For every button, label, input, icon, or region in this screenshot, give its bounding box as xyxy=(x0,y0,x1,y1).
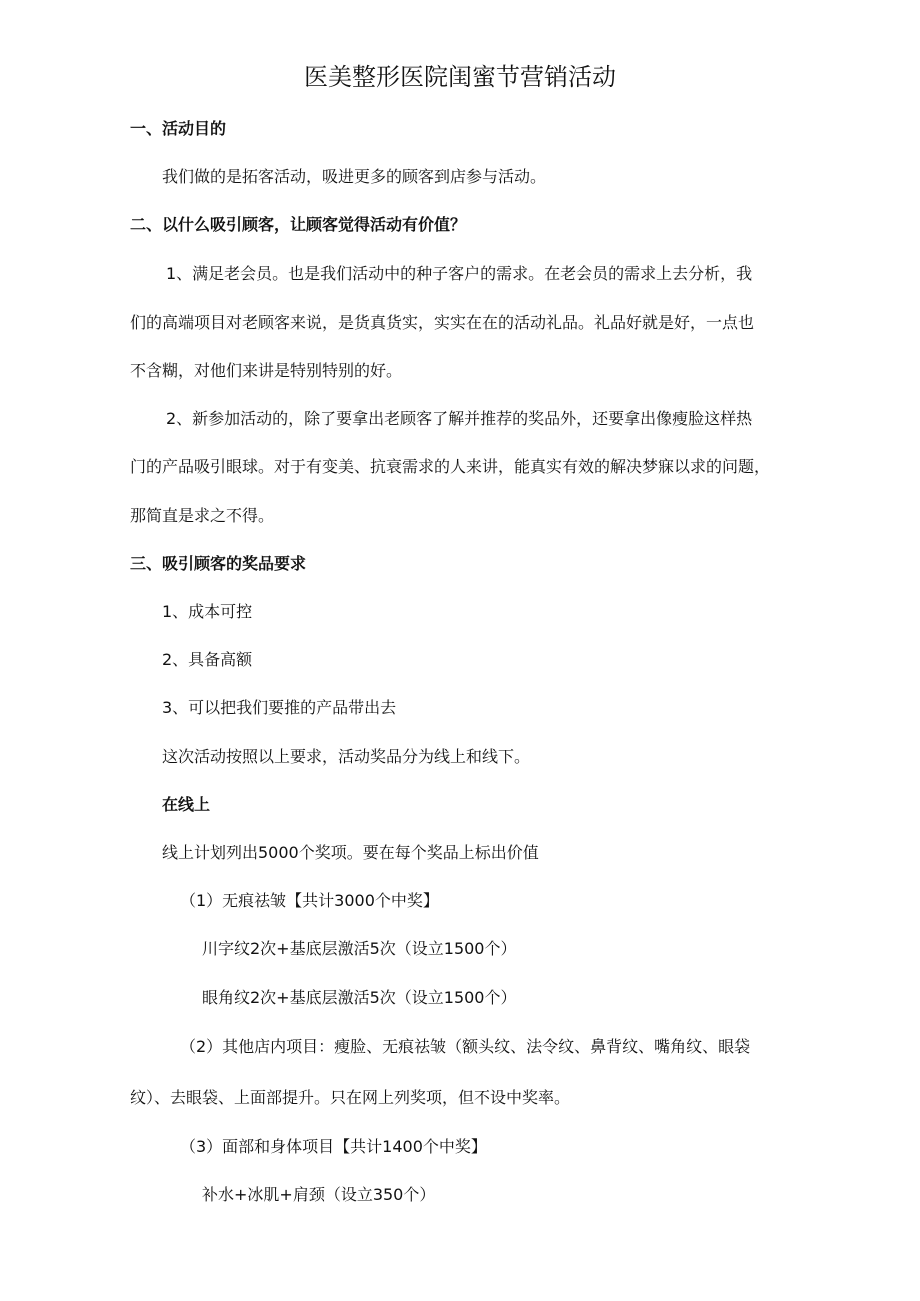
paragraph-summary: 这次活动按照以上要求，活动奖品分为线上和线下。 xyxy=(162,747,531,766)
prize-sub-item: 眼角纹2次+基底层激活5次（设立1500个） xyxy=(202,988,517,1007)
paragraph-line: 门的产品吸引眼球。对于有变美、抗衰需求的人来讲，能真实有效的解决梦寐以求的问题， xyxy=(130,457,771,476)
section-heading-attraction: 二、以什么吸引顾客，让顾客觉得活动有价值？ xyxy=(130,215,467,234)
requirement-item: 1、成本可控 xyxy=(162,602,253,621)
section-heading-purpose: 一、活动目的 xyxy=(130,119,227,138)
prize-sub-item: 补水+冰肌+肩颈（设立350个） xyxy=(202,1185,436,1204)
paragraph-line: 1、满足老会员。也是我们活动中的种子客户的需求。在老会员的需求上去分析，我 xyxy=(166,264,753,283)
sub-heading-online: 在线上 xyxy=(162,795,211,814)
paragraph-line: 那简直是求之不得。 xyxy=(130,506,275,525)
requirement-item: 2、具备高额 xyxy=(162,650,253,669)
prize-item-2-continued: 纹）、去眼袋、上面部提升。只在网上列奖项，但不设中奖率。 xyxy=(130,1088,571,1107)
paragraph-online-intro: 线上计划列出5000个奖项。要在每个奖品上标出价值 xyxy=(162,843,539,862)
document-title: 医美整形医院闺蜜节营销活动 xyxy=(304,63,616,91)
paragraph-line: 2、新参加活动的，除了要拿出老顾客了解并推荐的奖品外，还要拿出像瘦脸这样热 xyxy=(166,409,753,428)
prize-item-3: （3）面部和身体项目【共计1400个中奖】 xyxy=(180,1137,487,1156)
paragraph-purpose: 我们做的是拓客活动，吸进更多的顾客到店参与活动。 xyxy=(162,167,547,186)
prize-item-1: （1）无痕祛皱【共计3000个中奖】 xyxy=(180,891,439,910)
requirement-item: 3、可以把我们要推的产品带出去 xyxy=(162,698,397,717)
section-heading-prize-requirements: 三、吸引顾客的奖品要求 xyxy=(130,554,307,573)
paragraph-line: 不含糊，对他们来讲是特别特别的好。 xyxy=(130,361,403,380)
paragraph-line: 们的高端项目对老顾客来说，是货真货实，实实在在的活动礼品。礼品好就是好，一点也 xyxy=(130,313,755,332)
prize-item-2: （2）其他店内项目：瘦脸、无痕祛皱（额头纹、法令纹、鼻背纹、嘴角纹、眼袋 xyxy=(180,1037,751,1056)
prize-sub-item: 川字纹2次+基底层激活5次（设立1500个） xyxy=(202,939,517,958)
